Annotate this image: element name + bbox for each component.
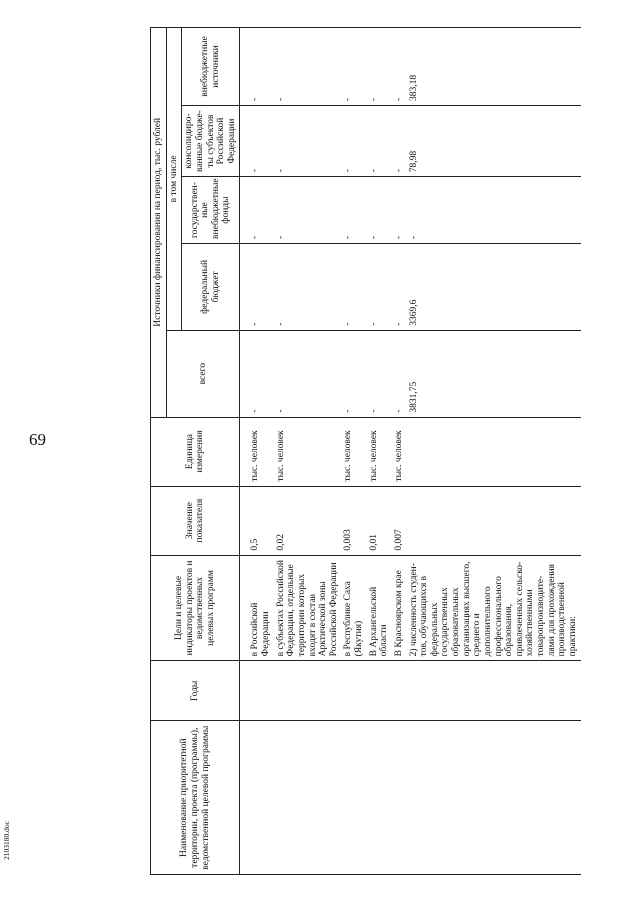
header-including: в том числе	[166, 28, 182, 331]
rotated-table-container	[150, 27, 630, 875]
table-row	[274, 28, 342, 875]
state-funds-cell: -	[407, 177, 581, 244]
federal-cell: -	[392, 243, 407, 330]
goal-cell: В Архангельской области	[367, 555, 392, 661]
consolidated-cell: -	[341, 105, 366, 176]
footer-reference: 2103180.doc	[2, 821, 11, 860]
header-name: Наименование приоритетной территории, проекта (программы), ведомственной целевой программы	[151, 721, 240, 875]
federal-cell: -	[274, 243, 342, 330]
table-row	[341, 28, 366, 875]
header-value: Значение показателя	[151, 486, 240, 555]
goal-cell: В Красноярском крае	[392, 555, 407, 661]
federal-cell: 3369,6	[407, 243, 581, 330]
consolidated-cell: -	[392, 105, 407, 176]
financing-table	[150, 27, 581, 875]
total-cell: -	[274, 330, 342, 417]
state-funds-cell: -	[367, 177, 392, 244]
federal-cell: -	[367, 243, 392, 330]
goal-cell: в субъектах Российской Федерации, отдельные территории которых входят в состав Арктической зоны Российской Федерации	[274, 555, 342, 661]
header-federal: федеральный бюджет	[182, 243, 240, 330]
goal-cell: в Российской Федерации	[248, 555, 273, 661]
value-cell: 0,02	[274, 486, 342, 555]
consolidated-cell: 78,98	[407, 105, 581, 176]
consolidated-cell: -	[367, 105, 392, 176]
header-total: всего	[166, 330, 240, 417]
value-cell: 0,007	[392, 486, 407, 555]
state-funds-cell: -	[341, 177, 366, 244]
federal-cell: -	[341, 243, 366, 330]
table-row	[392, 28, 407, 875]
extra-cell: -	[367, 28, 392, 106]
value-cell	[407, 486, 581, 555]
unit-cell	[407, 417, 581, 486]
header-years: Годы	[151, 661, 240, 721]
header-extra: внебюджетные источники	[182, 28, 240, 106]
value-cell: 0,01	[367, 486, 392, 555]
table-row	[407, 28, 581, 875]
unit-cell: тыс. человек	[341, 417, 366, 486]
header-state-funds: государствен-ные внебюджетные фонды	[182, 177, 240, 244]
total-cell: -	[392, 330, 407, 417]
consolidated-cell: -	[248, 105, 273, 176]
goal-cell: в Республике Саха (Якутия)	[341, 555, 366, 661]
value-cell: 0,003	[341, 486, 366, 555]
goal-cell: 2) численность студен-тов, обучающихся в федеральных государственных образовательных организациях высшего, среднего и дополнительного профессионального образования, привлеченных сельско-хозяйственными товаропроизводите-лями для прохождения производственной практики:	[407, 555, 581, 661]
federal-cell: -	[248, 243, 273, 330]
state-funds-cell: -	[392, 177, 407, 244]
unit-cell: тыс. человек	[392, 417, 407, 486]
total-cell: -	[248, 330, 273, 417]
unit-cell: тыс. человек	[367, 417, 392, 486]
extra-cell: -	[274, 28, 342, 106]
extra-cell: 383,18	[407, 28, 581, 106]
header-consolidated: консолидиро-ванные бюдже-ты субъектов Российской Федерации	[182, 105, 240, 176]
extra-cell: -	[341, 28, 366, 106]
table-row	[367, 28, 392, 875]
header-sources-group: Источники финансирования на период, тыс. рублей	[151, 28, 167, 418]
state-funds-cell: -	[248, 177, 273, 244]
total-cell: -	[367, 330, 392, 417]
state-funds-cell: -	[274, 177, 342, 244]
value-cell: 0,5	[248, 486, 273, 555]
header-unit: Единица измерения	[151, 417, 240, 486]
total-cell: -	[341, 330, 366, 417]
extra-cell: -	[392, 28, 407, 106]
table-row	[248, 28, 273, 875]
unit-cell: тыс. человек	[274, 417, 342, 486]
header-goals: Цели и целевые индикаторы проектов и ведомственных целевых программ	[151, 555, 240, 661]
total-cell: 3831,75	[407, 330, 581, 417]
extra-cell: -	[248, 28, 273, 106]
unit-cell: тыс. человек	[248, 417, 273, 486]
consolidated-cell: -	[274, 105, 342, 176]
